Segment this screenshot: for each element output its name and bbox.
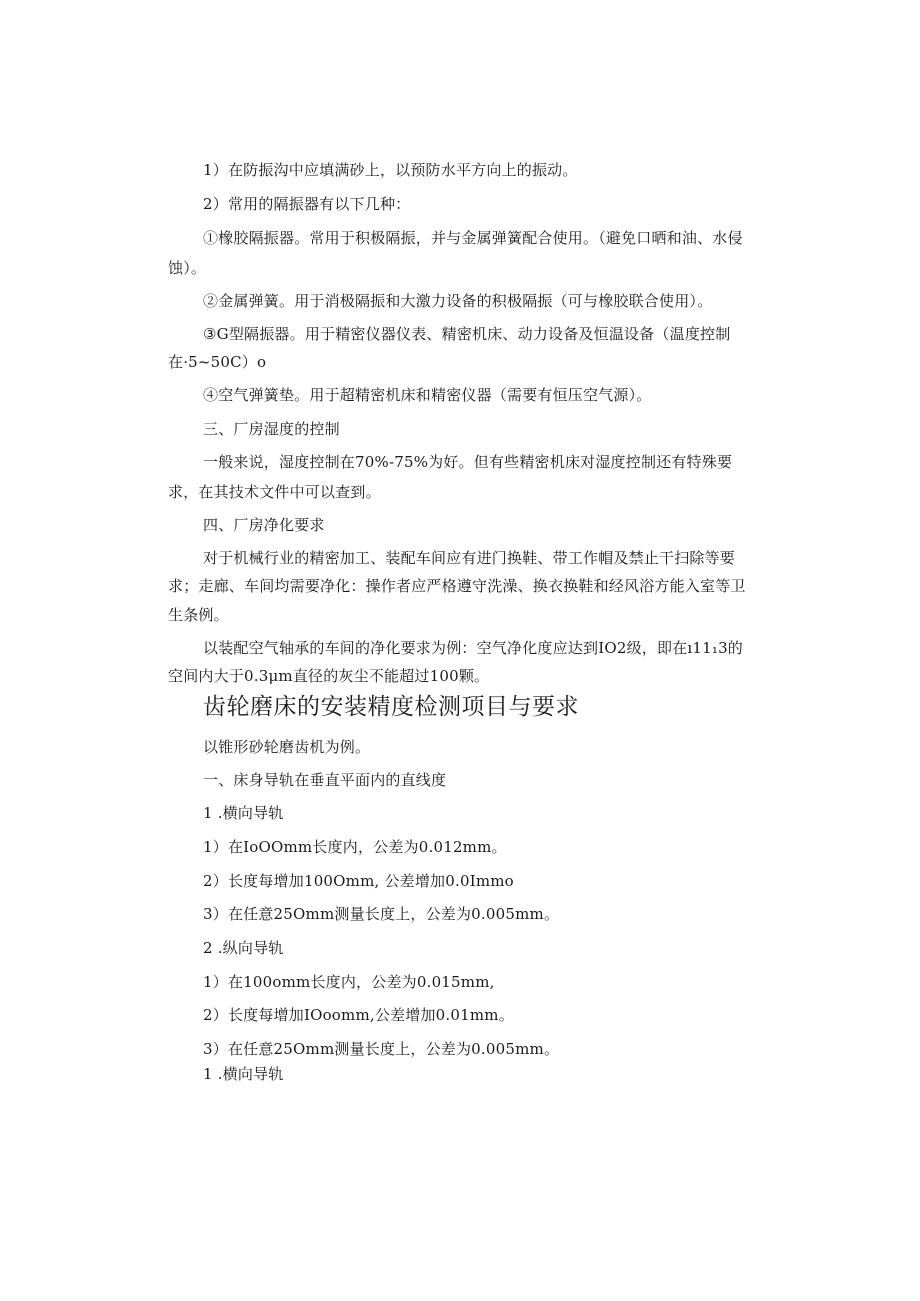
list-item-8: 3）在任意25Omm测量长度上，公差为0.005mm。 [203, 1040, 560, 1058]
para-line-15: 空间内大于0.3μm直径的灰尘不能超过100颗。 [168, 667, 490, 685]
list-item-1: 1 .横向导轨 [203, 804, 284, 822]
para-line-5: ②金属弹簧。用于消极隔振和大激力设备的积极隔振（可与橡胶联合使用）。 [203, 292, 713, 310]
para-line-1: 1）在防振沟中应填满砂上，以预防水平方向上的振动。 [203, 161, 578, 179]
article-title: 齿轮磨床的安装精度检测项目与要求 [203, 694, 579, 720]
section-heading-1: 一、床身导轨在垂直平面内的直线度 [203, 771, 447, 789]
para-line-14: 以装配空气轴承的车间的净化要求为例：空气净化度应达到IO2级，即在ı11₁3的 [203, 639, 744, 657]
list-item-3: 2）长度每增加100Omm, 公差增加0.0Immo [203, 872, 514, 890]
para-line-8: ④空气弹簧垫。用于超精密机床和精密仪器（需要有恒压空气源）。 [203, 386, 652, 404]
list-item-4: 3）在任意25Omm测量长度上，公差为0.005mm。 [203, 905, 560, 923]
section-heading-4: 四、厂房净化要求 [203, 516, 325, 534]
section-heading-3: 三、厂房湿度的控制 [203, 420, 340, 438]
para-line-7: 在·5~50C）o [168, 353, 267, 371]
para-line-13: 生条例。 [168, 606, 229, 624]
list-item-2: 1）在IoOOmm长度内，公差为0.012mm。 [203, 838, 507, 856]
list-item-9: 1 .横向导轨 [203, 1065, 284, 1083]
list-item-6: 1）在100omm长度内，公差为0.015mm, [203, 973, 495, 991]
list-item-7: 2）长度每增加IOoomm,公差增加0.01mm。 [203, 1006, 514, 1024]
list-item-5: 2 .纵向导轨 [203, 939, 284, 957]
para-line-3: ①橡胶隔振器。常用于积极隔振，并与金属弹簧配合使用。（避免口晒和油、水侵 [203, 229, 743, 247]
para-line-2: 2）常用的隔振器有以下几种： [203, 195, 411, 213]
para-line-12: 求；走廊、车间均需要净化：操作者应严格遵守洗澡、换衣换鞋和经风浴方能入室等卫 [168, 577, 746, 595]
para-line-6: ③G型隔振器。用于精密仪器仪表、精密机床、动力设备及恒温设备（温度控制 [203, 325, 731, 343]
para-line-16: 以锥形砂轮磨齿机为例。 [203, 738, 371, 756]
para-line-10: 求，在其技术文件中可以查到。 [168, 483, 381, 501]
para-line-9: 一般来说，湿度控制在70%-75%为好。但有些精密机床对湿度控制还有特殊要 [203, 453, 733, 471]
para-line-11: 对于机械行业的精密加工、装配车间应有进门换鞋、带工作帽及禁止干扫除等要 [203, 549, 736, 567]
para-line-4: 蚀）。 [168, 259, 207, 277]
